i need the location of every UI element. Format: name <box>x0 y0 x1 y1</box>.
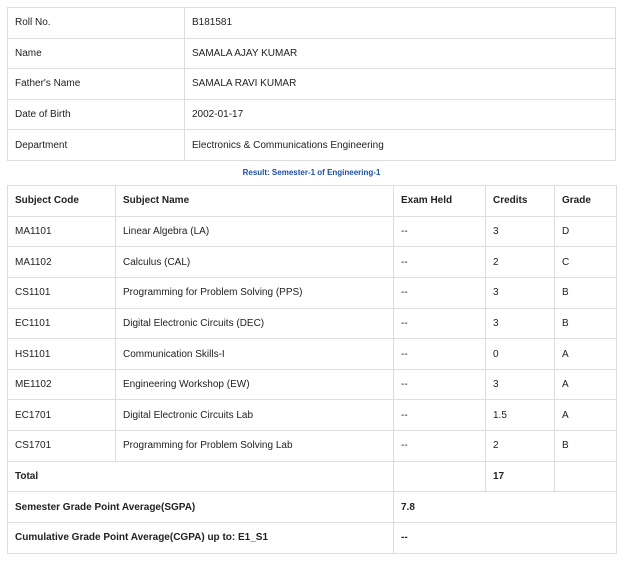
dob-value: 2002-01-17 <box>185 99 616 130</box>
sgpa-label: Semester Grade Point Average(SGPA) <box>8 492 394 523</box>
student-info-row <box>8 38 616 69</box>
header-subject-name: Subject Name <box>116 186 394 217</box>
subject-name: Calculus (CAL) <box>116 247 394 278</box>
cgpa-label: Cumulative Grade Point Average(CGPA) up to: E1_S1 <box>8 523 394 554</box>
subject-code: MA1102 <box>8 247 116 278</box>
grade: C <box>555 247 617 278</box>
subject-code: CS1101 <box>8 277 116 308</box>
credits: 2 <box>486 247 555 278</box>
grade: A <box>555 400 617 431</box>
exam-held: -- <box>394 369 486 400</box>
subject-name: Programming for Problem Solving (PPS) <box>116 277 394 308</box>
grade: A <box>555 339 617 370</box>
total-row <box>8 461 617 492</box>
grade: B <box>555 431 617 462</box>
credits: 3 <box>486 216 555 247</box>
table-row <box>8 277 617 308</box>
table-row <box>8 400 617 431</box>
subject-name: Engineering Workshop (EW) <box>116 369 394 400</box>
credits: 2 <box>486 431 555 462</box>
credits: 0 <box>486 339 555 370</box>
header-subject-code: Subject Code <box>8 186 116 217</box>
student-info-table <box>7 7 616 161</box>
table-row <box>8 216 617 247</box>
subject-code: EC1701 <box>8 400 116 431</box>
subject-name: Digital Electronic Circuits Lab <box>116 400 394 431</box>
sgpa-value: 7.8 <box>394 492 617 523</box>
subject-code: CS1701 <box>8 431 116 462</box>
cgpa-row <box>8 523 617 554</box>
grade: B <box>555 308 617 339</box>
grade: A <box>555 369 617 400</box>
exam-held: -- <box>394 431 486 462</box>
table-row <box>8 247 617 278</box>
header-credits: Credits <box>486 186 555 217</box>
total-exam-empty <box>394 461 486 492</box>
roll-no-value: B181581 <box>185 8 616 39</box>
department-value: Electronics & Communications Engineering <box>185 130 616 161</box>
table-row <box>8 339 617 370</box>
table-row <box>8 369 617 400</box>
exam-held: -- <box>394 247 486 278</box>
subject-name: Linear Algebra (LA) <box>116 216 394 247</box>
name-value: SAMALA AJAY KUMAR <box>185 38 616 69</box>
result-caption: Result: Semester-1 of Engineering-1 <box>242 168 381 177</box>
subject-code: ME1102 <box>8 369 116 400</box>
dob-label: Date of Birth <box>8 99 185 130</box>
credits: 3 <box>486 369 555 400</box>
grades-table <box>7 185 617 554</box>
exam-held: -- <box>394 400 486 431</box>
name-label: Name <box>8 38 185 69</box>
student-info-row <box>8 8 616 39</box>
subject-name: Programming for Problem Solving Lab <box>116 431 394 462</box>
subject-name: Digital Electronic Circuits (DEC) <box>116 308 394 339</box>
subject-name: Communication Skills-I <box>116 339 394 370</box>
exam-held: -- <box>394 339 486 370</box>
total-credits: 17 <box>486 461 555 492</box>
sgpa-row <box>8 492 617 523</box>
credits: 1.5 <box>486 400 555 431</box>
father-name-label: Father's Name <box>8 69 185 100</box>
grade: D <box>555 216 617 247</box>
exam-held: -- <box>394 277 486 308</box>
exam-held: -- <box>394 308 486 339</box>
subject-code: MA1101 <box>8 216 116 247</box>
total-label: Total <box>8 461 394 492</box>
student-info-row <box>8 99 616 130</box>
grades-header-row <box>8 186 617 217</box>
credits: 3 <box>486 277 555 308</box>
department-label: Department <box>8 130 185 161</box>
table-row <box>8 308 617 339</box>
grade: B <box>555 277 617 308</box>
cgpa-value: -- <box>394 523 617 554</box>
credits: 3 <box>486 308 555 339</box>
header-grade: Grade <box>555 186 617 217</box>
student-info-row <box>8 130 616 161</box>
subject-code: EC1101 <box>8 308 116 339</box>
header-exam-held: Exam Held <box>394 186 486 217</box>
table-row <box>8 431 617 462</box>
exam-held: -- <box>394 216 486 247</box>
student-info-row <box>8 69 616 100</box>
roll-no-label: Roll No. <box>8 8 185 39</box>
total-grade-empty <box>555 461 617 492</box>
subject-code: HS1101 <box>8 339 116 370</box>
father-name-value: SAMALA RAVI KUMAR <box>185 69 616 100</box>
